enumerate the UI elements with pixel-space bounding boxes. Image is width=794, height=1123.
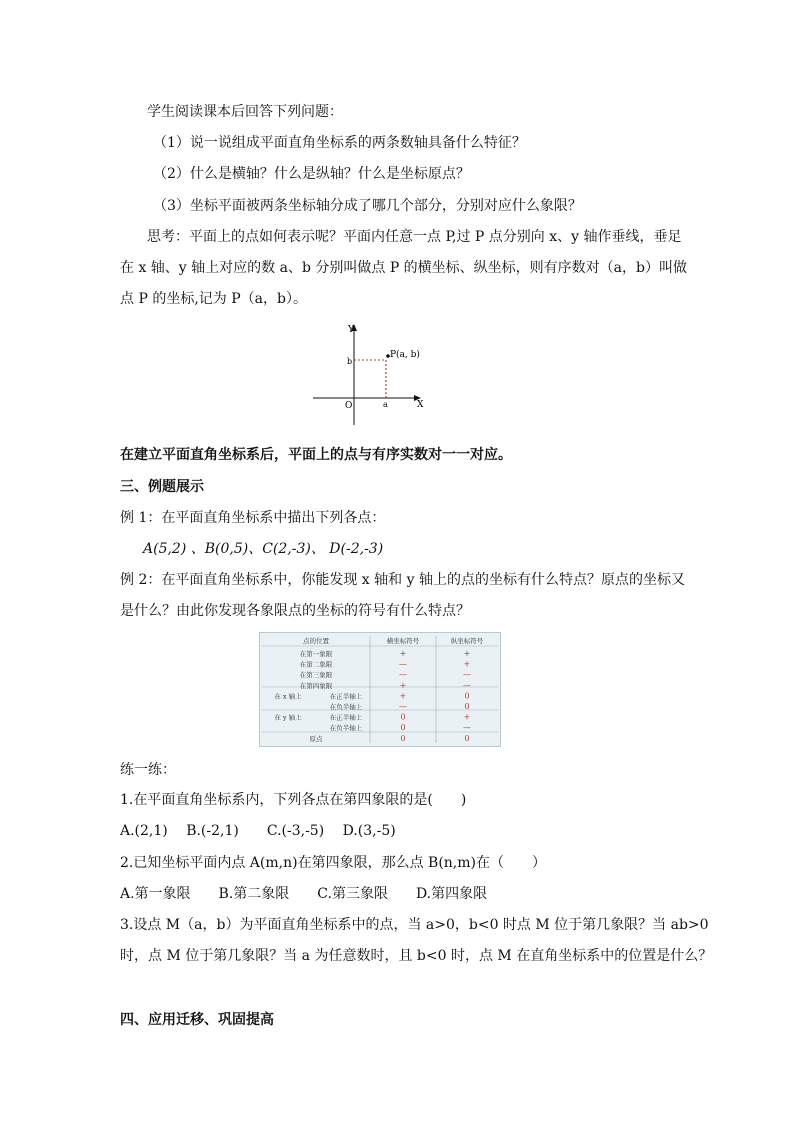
table-cell-y-sign: + (463, 712, 471, 722)
think-line-3: 点 P 的坐标,记为 P（a，b）。 (120, 291, 307, 307)
table-cell-x-sign: 0 (400, 723, 406, 733)
table-cell-y-sign: — (463, 680, 471, 690)
table-cell-position: 在第三象限 (299, 671, 333, 680)
sign-table (259, 632, 501, 747)
table-cell-x-sign: — (399, 702, 407, 711)
question-1: （1）说一说组成平面直角坐标系的两条数轴具备什么特征？ (153, 135, 526, 151)
example-2-line-2: 是什么？由此你发现各象限点的坐标的符号有什么特点？ (120, 603, 470, 619)
example-1-points: A(5,2) 、B(0,5)、C(2,-3)、 D(-2,-3) (143, 541, 384, 557)
practice-3-line-2: 时，点 M 位于第几象限？当 a 为任意数时，且 b<0 时，点 M 在直角坐标系中的位置是什么？ (120, 948, 713, 964)
table-cell-y-sign: — (463, 723, 471, 733)
table-cell-x-sign: 0 (400, 712, 406, 722)
practice-1: 1.在平面直角坐标系内，下列各点在第四象限的是( ) (120, 792, 467, 808)
intro-lead: 学生阅读课本后回答下列问题： (147, 104, 343, 120)
table-cell-group: 在 x 轴上 (274, 692, 302, 701)
table-cell-position: 在正半轴上 (329, 692, 363, 701)
a-label: a (383, 400, 388, 409)
table-cell-position: 在正半轴上 (329, 713, 363, 722)
think-line-2: 在 x 轴、y 轴上对应的数 a、b 分别叫做点 P 的横坐标、纵坐标，则有序数对（a，b）叫做 (120, 260, 687, 276)
example-2-line-1: 例 2：在平面直角坐标系中，你能发现 x 轴和 y 轴上的点的坐标有什么特点？原点的坐标又 (120, 572, 685, 588)
table-cell-x-sign: + (399, 649, 407, 658)
table-cell-position: 在第二象限 (299, 660, 333, 669)
table-cell-y-sign: + (463, 649, 471, 658)
table-cell-position: 在负半轴上 (329, 703, 363, 711)
question-3: （3）坐标平面被两条坐标轴分成了哪几个部分，分别对应什么象限？ (153, 198, 582, 214)
table-cell-y-sign: + (463, 659, 471, 669)
table-header-y-sign: 纵坐标符号 (450, 637, 484, 645)
practice-3-line-1: 3.设点 M（a，b）为平面直角坐标系中的点，当 a>0，b<0 时点 M 位于第几象限？当 ab>0 (120, 917, 709, 933)
origin-label: O (345, 401, 353, 411)
practice-1-options: A.(2,1) B.(-2,1) C.(-3,-5) D.(3,-5) (120, 823, 396, 839)
table-header-position: 点的位置 (303, 637, 329, 645)
practice-2-options: A.第一象限 B.第二象限 C.第三象限 D.第四象限 (120, 886, 488, 902)
table-cell-y-sign: 0 (464, 733, 470, 743)
practice-2: 2.已知坐标平面内点 A(m,n)在第四象限，那么点 B(n,m)在（ ） (120, 855, 546, 871)
table-cell-x-sign: + (399, 680, 407, 690)
question-2: （2）什么是横轴？什么是纵轴？什么是坐标原点？ (153, 166, 470, 182)
table-cell-x-sign: 0 (400, 733, 406, 743)
table-cell-x-sign: — (399, 670, 407, 680)
b-label: b (347, 357, 353, 366)
practice-title: 练一练： (120, 762, 176, 778)
correspondence-statement: 在建立平面直角坐标系后，平面上的点与有序实数对一一对应。 (120, 447, 512, 463)
table-cell-y-sign: — (463, 670, 471, 680)
section-4-title: 四、应用迁移、巩固提高 (120, 1012, 274, 1028)
section-3-title: 三、例题展示 (120, 479, 204, 495)
point-p-label: P(a, b) (390, 350, 420, 360)
table-cell-y-sign: 0 (464, 702, 470, 711)
example-1: 例 1：在平面直角坐标系中描出下列各点： (120, 510, 386, 526)
think-line-1: 思考：平面上的点如何表示呢？平面内任意一点 P,过 P 点分别向 x、y 轴作垂线，垂足 (147, 229, 682, 245)
table-header-x-sign: 横坐标符号 (386, 637, 420, 645)
table-cell-position: 在第一象限 (299, 650, 333, 658)
y-axis-label: Y (348, 325, 354, 335)
table-cell-x-sign: — (399, 659, 407, 669)
coordinate-figure (305, 320, 435, 430)
table-cell-position: 在负半轴上 (329, 724, 363, 733)
table-cell-position: 原点 (309, 734, 323, 743)
table-cell-position: 在第四象限 (299, 681, 333, 690)
table-cell-x-sign: + (399, 691, 407, 701)
table-cell-group: 在 y 轴上 (274, 713, 302, 722)
x-axis-label: X (417, 400, 424, 410)
table-cell-y-sign: 0 (464, 691, 470, 701)
